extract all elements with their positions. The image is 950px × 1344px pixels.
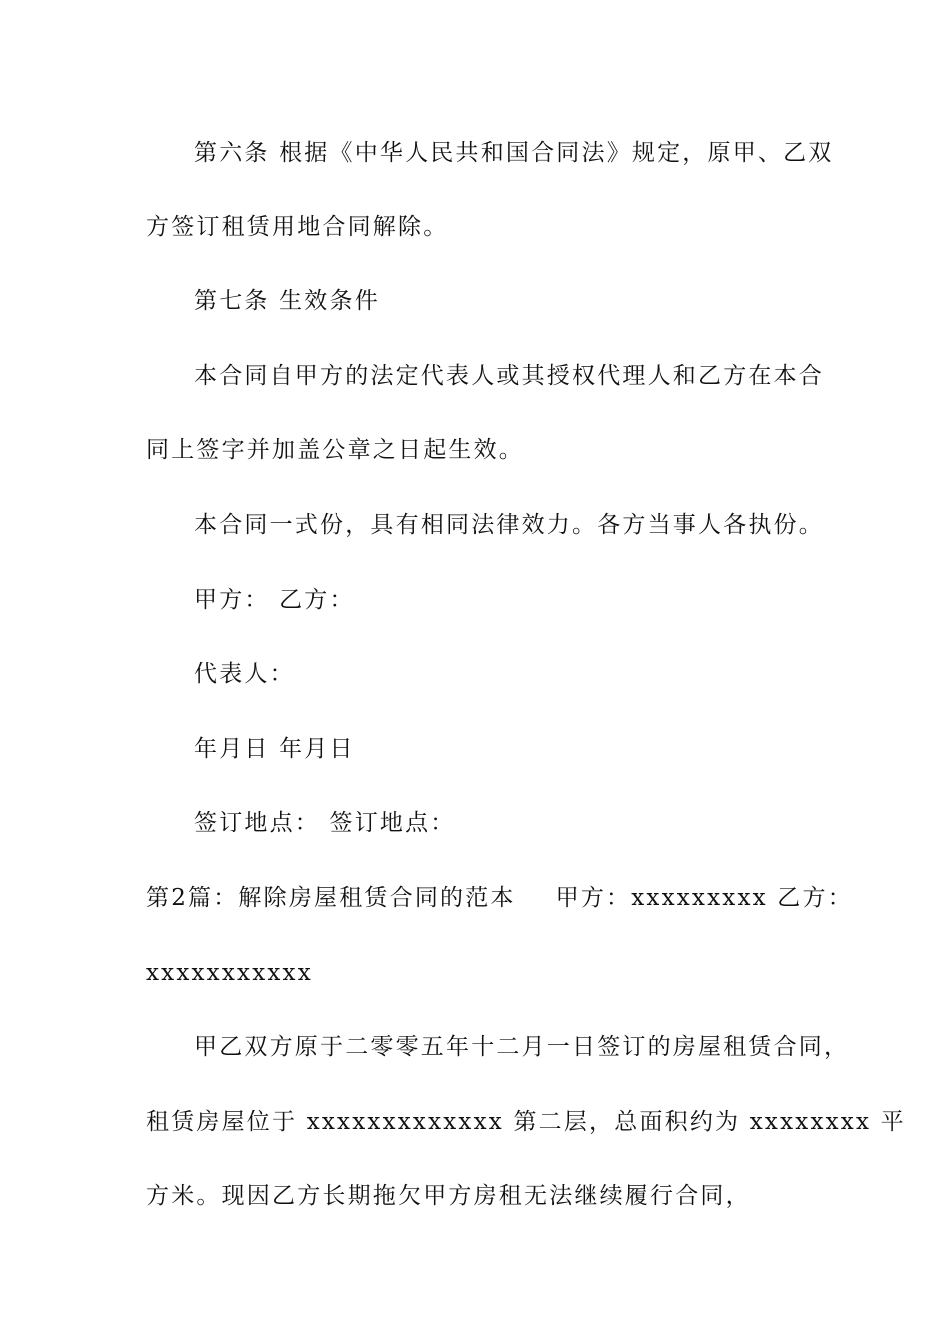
representative-label: 代表人： — [194, 661, 295, 687]
article-6-line-1: 第六条 根据《中华人民共和国合同法》规定，原甲、乙双 — [194, 140, 834, 166]
party-signature-labels: 甲方： 乙方： — [194, 587, 355, 613]
date-labels: 年月日 年月日 — [194, 736, 355, 762]
parties-line: 甲方：xxxxxxxxx 乙方： — [555, 885, 853, 911]
party-b-name: xxxxxxxxxxx — [146, 960, 313, 986]
section-2-heading-line — [146, 883, 853, 913]
article-7-heading: 第七条 生效条件 — [194, 288, 380, 314]
termination-paragraph-line-3: 方米。现因乙方长期拖欠甲方房租无法继续履行合同， — [146, 1183, 751, 1209]
signing-place-labels: 签订地点： 签订地点： — [194, 810, 456, 836]
copies-clause: 本合同一式份，具有相同法律效力。各方当事人各执份。 — [194, 512, 824, 538]
effective-condition-line-2: 同上签字并加盖公章之日起生效。 — [146, 437, 524, 463]
termination-paragraph-line-1: 甲乙双方原于二零零五年十二月一日签订的房屋租赁合同， — [194, 1034, 850, 1060]
termination-paragraph-line-2: 租赁房屋位于 xxxxxxxxxxxxx 第二层，总面积约为 xxxxxxxx 平 — [146, 1109, 906, 1135]
section-2-title: 第2篇：解除房屋租赁合同的范本 — [146, 885, 516, 911]
effective-condition-line-1: 本合同自甲方的法定代表人或其授权代理人和乙方在本合 — [194, 363, 824, 389]
article-6-line-2: 方签订租赁用地合同解除。 — [146, 214, 449, 240]
